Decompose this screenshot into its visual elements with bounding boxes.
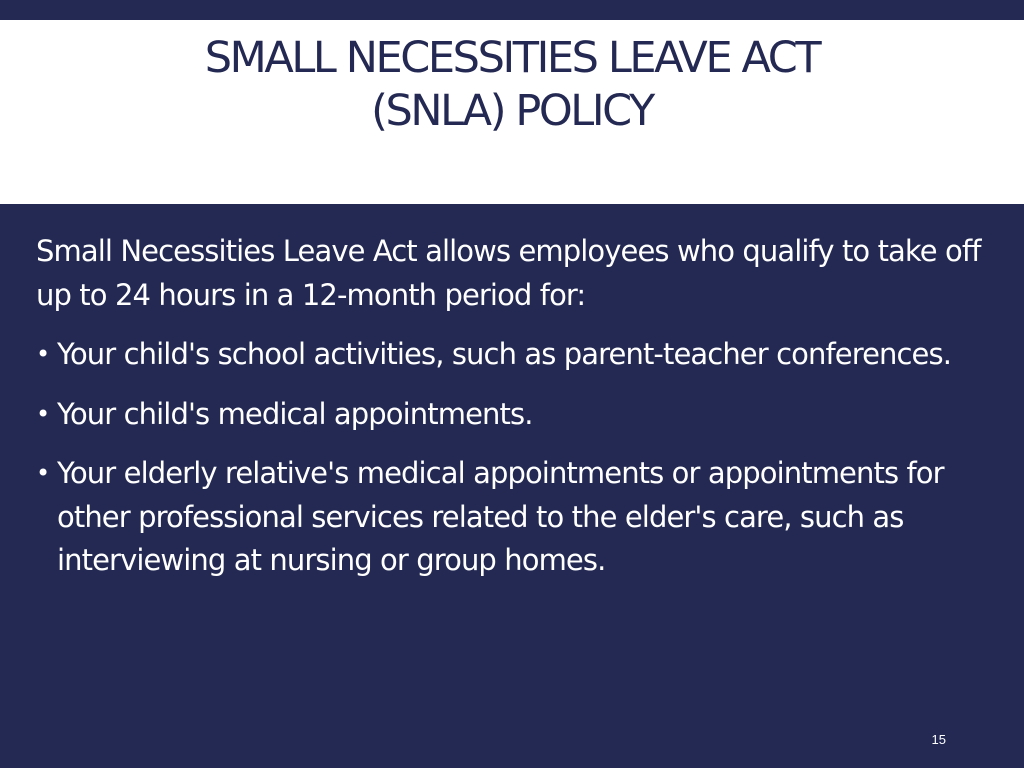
slide-title-line-2: (SNLA) POLICY [371, 86, 653, 136]
slide-title-line-1: SMALL NECESSITIES LEAVE ACT [204, 33, 820, 83]
intro-paragraph: Small Necessities Leave Act allows employees who qualify to take off up to 24 hours in a 12-month period for: [36, 234, 981, 312]
bullet-list [36, 333, 1006, 583]
bullet-item [36, 452, 1006, 583]
slide-title [0, 32, 1024, 138]
bullet-dot-icon: • [36, 459, 50, 487]
page-number: 15 [931, 732, 946, 747]
slide-body [36, 230, 1006, 599]
bullet-text: Your child's school activities, such as parent-teacher conferences. [57, 337, 952, 371]
bullet-dot-icon: • [36, 399, 50, 428]
bullet-dot-icon: • [36, 340, 50, 368]
bullet-text: Your elderly relative's medical appointments or appointments for other professional services related to the elder's care, such as interviewing at nursing or group homes. [57, 456, 944, 577]
bullet-text: Your child's medical appointments. [57, 396, 533, 431]
bullet-item [36, 393, 1006, 437]
bullet-item [36, 333, 1006, 377]
